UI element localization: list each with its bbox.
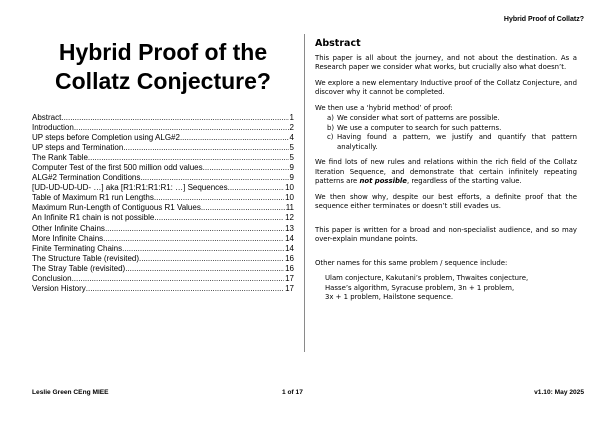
toc-entry-title: [UD-UD-UD-UD- …] aka [R1:R1:R1:R1: …] Sequences [32,183,228,193]
toc-entry[interactable] [32,234,294,244]
toc-entry-page: 14 [285,243,294,253]
toc-entry[interactable] [32,264,294,274]
toc-entry-title: Maximum Run-Length of Contiguous R1 Values [32,203,201,213]
toc-entry-page: 13 [285,223,294,233]
column-divider [304,34,305,352]
toc-entry-page: 16 [285,263,294,273]
toc-entry-title: Other Infinite Chains [32,223,105,233]
names-line: Hasse’s algorithm, Syracuse problem, 3n + 1 problem, [325,283,515,292]
text-run: , regardless of the starting value. [406,177,522,185]
toc-entry-title: The Stray Table (revisited) [32,263,126,273]
toc-entry[interactable] [32,163,294,173]
abstract-section [315,39,577,303]
toc-entry[interactable] [32,143,294,153]
toc-entry-title: Finite Terminating Chains [32,243,123,253]
list-marker: a) [327,114,334,122]
toc-entry[interactable] [32,133,294,143]
text-run: We find lots of new rules and relations within the rich field of the Collatz Iteration Sequence, and demonstrate that certain infinitely repeating patterns are [315,158,577,185]
toc-entry[interactable] [32,224,294,234]
alternate-names [325,274,577,303]
toc-entry-page: 16 [285,253,294,263]
toc-leader-dots [228,183,284,193]
footer-author: Leslie Green CEng MIEE [32,389,109,396]
list-text: We use a computer to search for such patterns. [337,123,502,132]
toc-entry-title: An Infinite R1 chain is not possible [32,213,155,223]
toc-entry[interactable] [32,244,294,254]
toc-leader-dots [103,234,284,244]
toc-entry-page: 10 [285,183,294,193]
toc-entry[interactable] [32,193,294,203]
toc-leader-dots [140,173,288,183]
toc-entry-page: 10 [285,193,294,203]
document-title [32,38,294,96]
toc-entry-page: 4 [289,133,294,143]
abstract-heading: Abstract [315,38,361,49]
toc-leader-dots [201,203,285,213]
abstract-paragraph: Other names for this same problem / sequence include: [315,258,508,267]
toc-entry-title: More Infinite Chains [32,233,104,243]
toc-entry-page: 17 [285,273,294,283]
names-line: Ulam conjecture, Kakutani’s problem, Thwaites conjecture, [325,274,529,282]
table-of-contents [32,113,294,294]
toc-entry-page: 1 [289,113,294,122]
toc-entry[interactable] [32,274,294,284]
toc-leader-dots [139,254,284,264]
toc-entry-title: Conclusion [32,273,72,283]
method-list-item [327,124,577,134]
toc-entry[interactable] [32,123,294,133]
list-text: We consider what sort of patterns are possible. [337,114,500,122]
toc-leader-dots [180,133,289,143]
toc-entry-title: Computer Test of the first 500 million odd values [32,163,203,173]
toc-entry-page: 5 [289,153,294,163]
toc-entry-title: Table of Maximum R1 run Lengths [32,193,154,203]
toc-entry[interactable] [32,173,294,183]
toc-leader-dots [122,244,284,254]
method-list-item [327,133,577,152]
abstract-paragraph: This paper is written for a broad and non-specialist audience, and so may over-explain mundane points. [315,225,577,243]
toc-entry-page: 5 [289,143,294,153]
emphasis-text: not possible [359,177,407,185]
toc-leader-dots [74,123,289,133]
toc-entry-page: 9 [289,173,294,183]
names-line: 3x + 1 problem, Hailstone sequence. [325,293,454,301]
toc-entry[interactable] [32,183,294,193]
toc-leader-dots [105,224,284,234]
toc-entry-page: 12 [285,213,294,223]
list-marker: b) [327,123,335,132]
toc-leader-dots [72,274,285,284]
abstract-paragraph: We then show why, despite our best efforts, a definite proof that the sequence either terminates or doesn’t still evades us. [315,192,577,210]
running-header: Hybrid Proof of Collatz? [503,16,584,23]
title-line-1: Hybrid Proof of the [58,39,268,65]
abstract-paragraph: This paper is all about the journey, and not about the destination. As a Research paper we consider what works, but crucially also what doesn’t. [315,53,577,71]
toc-entry-page: 14 [285,233,294,243]
toc-entry-page: 2 [289,123,294,133]
method-list-item [327,114,577,124]
toc-leader-dots [203,163,289,173]
abstract-paragraph: We then use a ‘hybrid method’ of proof: [315,103,453,112]
toc-entry-title: The Rank Table [32,153,88,163]
title-line-2: Collatz Conjecture? [55,68,271,94]
toc-entry-title: UP steps and Termination [32,143,124,153]
toc-entry-title: Version History [32,283,86,293]
footer-page-number: 1 of 17 [282,389,303,396]
toc-leader-dots [61,113,288,123]
toc-entry[interactable] [32,213,294,223]
footer-version: v1.10: May 2025 [534,389,584,396]
toc-leader-dots [123,143,288,153]
toc-entry-title: Abstract [32,113,62,122]
toc-entry-page: 9 [289,163,294,173]
toc-entry[interactable] [32,254,294,264]
toc-entry-title: The Structure Table (revisited) [32,253,140,263]
toc-entry-title: Introduction [32,123,74,133]
list-marker: c) [327,133,334,141]
toc-entry-page: 11 [285,203,294,213]
toc-entry-title: UP steps before Completion using ALG#2 [32,133,180,143]
abstract-paragraph: We explore a new elementary Inductive proof of the Collatz Conjecture, and discover why it cannot be completed. [315,78,577,96]
toc-leader-dots [88,153,289,163]
toc-entry-title: ALG#2 Termination Conditions [32,173,141,183]
toc-leader-dots [154,213,284,223]
toc-leader-dots [125,264,284,274]
toc-entry[interactable] [32,284,294,294]
toc-entry[interactable] [32,113,294,123]
toc-entry-page: 17 [285,283,294,293]
toc-leader-dots [154,193,284,203]
list-text: Having found a pattern, we justify and quantify that pattern analytically. [337,133,577,151]
toc-entry[interactable] [32,203,294,213]
abstract-paragraph [315,158,577,187]
toc-leader-dots [86,284,284,294]
toc-entry[interactable] [32,153,294,163]
